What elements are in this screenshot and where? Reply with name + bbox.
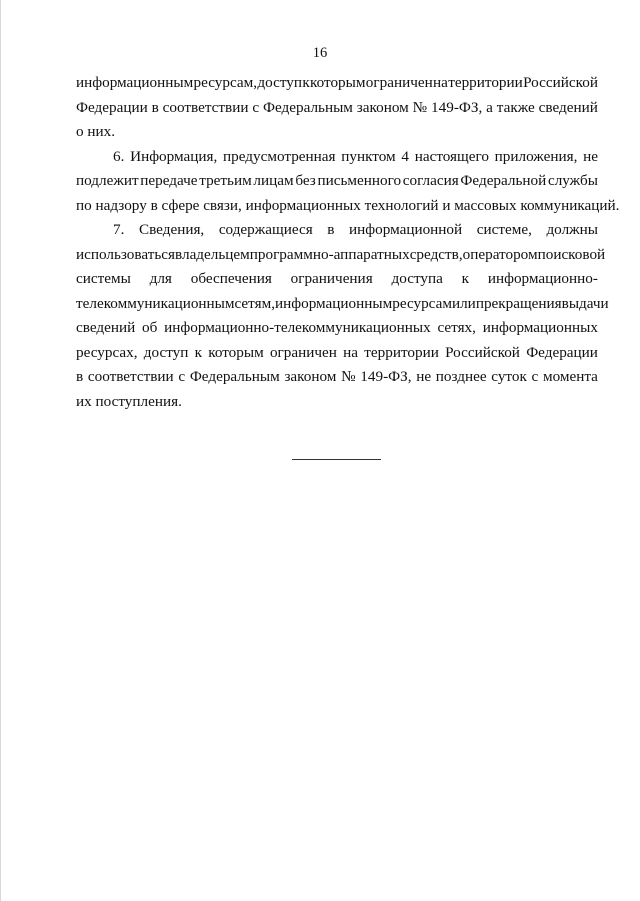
- paragraph-7-line: [76, 218, 598, 243]
- word: Сведения,: [138, 221, 205, 238]
- word: приложения,: [494, 147, 578, 165]
- paragraph-6-line: [76, 169, 598, 194]
- word: для: [149, 270, 172, 287]
- word: 7.: [113, 221, 125, 238]
- word: которым: [310, 74, 366, 91]
- word: законом: [284, 368, 337, 385]
- word: к: [461, 270, 470, 287]
- word: без: [295, 172, 316, 189]
- page-number: 16: [312, 45, 328, 61]
- paragraph-7-line: [76, 267, 598, 292]
- word: ограничен: [365, 74, 433, 91]
- word: №: [341, 368, 356, 385]
- word: или: [451, 294, 476, 312]
- word: с: [531, 368, 539, 385]
- word: выдачи: [561, 294, 609, 312]
- word: сведений: [538, 98, 598, 116]
- word: службы: [547, 172, 598, 189]
- word: согласия: [402, 172, 459, 189]
- word: ограничен: [269, 343, 337, 361]
- word: доступа: [391, 270, 443, 287]
- word: информационным: [76, 74, 194, 91]
- word: с: [178, 368, 186, 385]
- text-line: [76, 96, 598, 121]
- word: ресурсам: [392, 294, 452, 312]
- word: 6.: [113, 147, 125, 165]
- word: в: [327, 221, 335, 238]
- scan-edge: [0, 0, 1, 901]
- word: Федеральным: [262, 98, 353, 116]
- word: территории: [448, 74, 523, 91]
- word: оператором: [462, 245, 538, 263]
- word: информационных: [482, 319, 598, 336]
- word: суток: [491, 368, 527, 385]
- word: момента: [542, 368, 598, 385]
- word: информационной: [349, 221, 463, 238]
- word: ресурсам,: [193, 74, 258, 91]
- paragraph-7-line: их поступления.: [76, 392, 182, 410]
- word: системы: [76, 270, 131, 287]
- word: к: [302, 74, 310, 91]
- word: соответствии: [87, 368, 174, 385]
- word: не: [583, 147, 598, 165]
- word: информационно-: [487, 270, 598, 287]
- word: пунктом: [341, 147, 396, 165]
- word: 4: [401, 147, 409, 165]
- end-divider: [292, 459, 381, 460]
- word: третьим: [199, 172, 252, 189]
- word: использоваться: [76, 245, 176, 263]
- text-line: о них.: [76, 123, 116, 140]
- word: Федеральной: [460, 172, 547, 189]
- word: лицам: [253, 172, 294, 189]
- word: поисковой: [537, 245, 606, 263]
- document-body: [76, 71, 620, 414]
- word: Российской: [523, 74, 598, 91]
- paragraph-6-line: по надзору в сфере связи, информационных технологий и массовых коммуникаций.: [76, 196, 620, 214]
- word: к: [194, 343, 202, 361]
- word: настоящего: [414, 147, 489, 165]
- word: на: [343, 343, 358, 361]
- word: Информация,: [130, 147, 218, 165]
- word: законом: [356, 98, 409, 116]
- paragraph-7-line: [76, 243, 606, 268]
- word: с: [252, 98, 260, 116]
- paragraph-7-line: [76, 341, 598, 366]
- word: соответствии: [162, 98, 249, 116]
- word: письменного: [317, 172, 402, 189]
- word: в: [76, 368, 84, 385]
- word: информационно-телекоммуникационных: [164, 319, 431, 336]
- word: владельцем: [175, 245, 250, 263]
- word: средств,: [409, 245, 463, 263]
- word: доступ: [143, 343, 189, 361]
- paragraph-7-line: [76, 316, 598, 341]
- word: также: [496, 98, 535, 116]
- word: Российской: [445, 343, 520, 361]
- word: территории: [364, 343, 439, 361]
- word: Федерации: [526, 343, 598, 361]
- word: позднее: [435, 368, 487, 385]
- word: предусмотренная: [223, 147, 336, 165]
- word: ограничения: [290, 270, 373, 287]
- word: сведений: [76, 319, 136, 336]
- word: сетях,: [437, 319, 476, 336]
- word: программно-аппаратных: [249, 245, 410, 263]
- word: Федерации: [76, 98, 148, 116]
- word: передаче: [140, 172, 198, 189]
- word: ресурсах,: [76, 343, 138, 361]
- word: Федеральным: [189, 368, 280, 385]
- word: 149-ФЗ,: [360, 368, 412, 385]
- word: в: [151, 98, 159, 116]
- paragraph-7-line: [76, 292, 609, 317]
- word: №: [412, 98, 428, 116]
- word: сетям,: [234, 294, 275, 312]
- word: системе,: [476, 221, 532, 238]
- word: которым: [208, 343, 264, 361]
- word: на: [433, 74, 448, 91]
- paragraph-6-line: [76, 145, 598, 170]
- word: а: [486, 98, 493, 116]
- word: доступ: [257, 74, 302, 91]
- word: обеспечения: [190, 270, 272, 287]
- word: не: [416, 368, 432, 385]
- word: прекращения: [475, 294, 562, 312]
- word: подлежит: [76, 172, 139, 189]
- word: телекоммуникационным: [76, 294, 235, 312]
- word: должны: [546, 221, 598, 238]
- word: 149-ФЗ,: [431, 98, 483, 116]
- text-line: [76, 71, 598, 96]
- word: информационным: [275, 294, 393, 312]
- word: об: [142, 319, 158, 336]
- paragraph-7-line: [76, 365, 598, 390]
- word: содержащиеся: [218, 221, 313, 238]
